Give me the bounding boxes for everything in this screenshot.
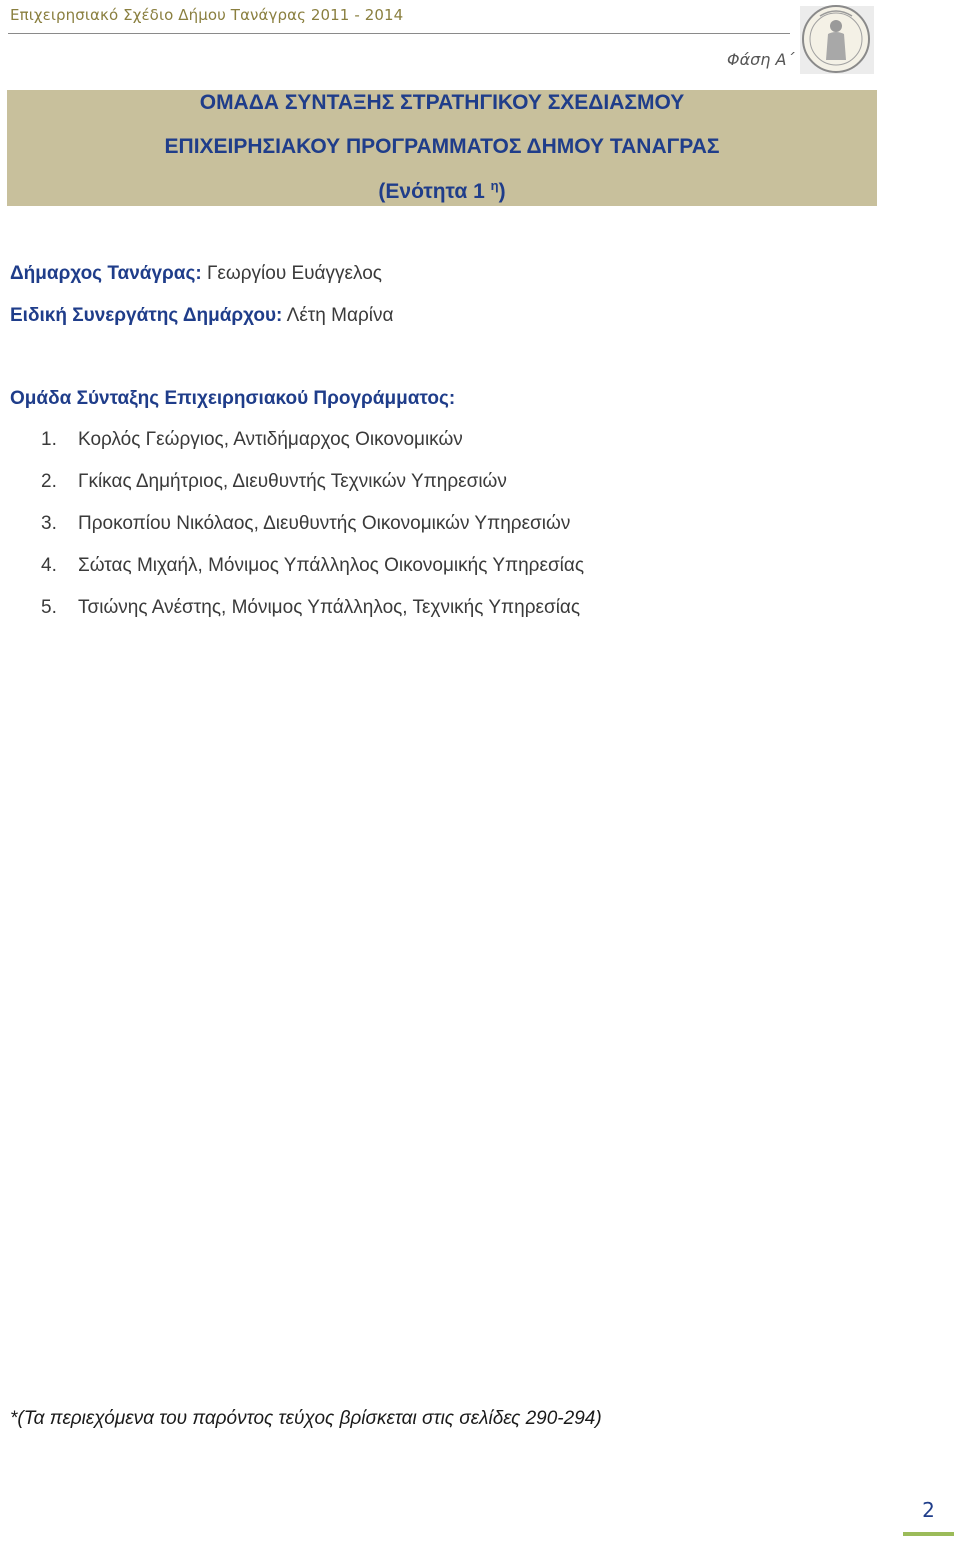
team-heading: Ομάδα Σύνταξης Επιχειρησιακού Προγράμματος:	[10, 388, 456, 409]
section-label-superscript: η	[490, 178, 499, 193]
municipal-seal-icon	[796, 2, 876, 76]
banner-section-label	[7, 178, 877, 204]
list-item-text: Προκοπίου Νικόλαος, Διευθυντής Οικονομικών Υπηρεσιών	[78, 513, 571, 534]
document-header-title: Επιχειρησιακό Σχέδιο Δήμου Τανάγρας 2011 - 2014	[10, 6, 404, 24]
mayor-line	[10, 263, 382, 285]
list-item-text: Σώτας Μιχαήλ, Μόνιμος Υπάλληλος Οικονομικής Υπηρεσίας	[78, 555, 585, 576]
list-item-number: 2.	[41, 471, 57, 492]
list-item-text: Κορλός Γεώργιος, Αντιδήμαρχος Οικονομικών	[78, 429, 463, 450]
list-item-number: 3.	[41, 513, 57, 534]
advisor-line	[10, 305, 393, 327]
phase-label: Φάση Α΄	[727, 50, 795, 69]
section-label-end: )	[498, 180, 506, 203]
advisor-label: Ειδική Συνεργάτης Δημάρχου:	[10, 305, 283, 326]
page-number: 2	[922, 1498, 935, 1522]
mayor-name: Γεωργίου Ευάγγελος	[206, 263, 382, 284]
contents-note: *(Τα περιεχόμενα του παρόντος τεύχος βρίσκεται στις σελίδες 290-294)	[10, 1408, 602, 1429]
advisor-name: Λέτη Μαρίνα	[286, 305, 394, 326]
list-item-number: 1.	[41, 429, 57, 450]
section-label-main: (Ενότητα 1	[378, 180, 485, 203]
mayor-label: Δήμαρχος Τανάγρας:	[10, 263, 202, 284]
list-item-text: Γκίκας Δημήτριος, Διευθυντής Τεχνικών Υπηρεσιών	[78, 471, 507, 492]
banner-title-line-1: ΟΜΑΔΑ ΣΥΝΤΑΞΗΣ ΣΤΡΑΤΗΓΙΚΟΥ ΣΧΕΔΙΑΣΜΟΥ	[199, 91, 685, 114]
header-divider	[8, 33, 790, 34]
banner-title-line-2: ΕΠΙΧΕΙΡΗΣΙΑΚΟΥ ΠΡΟΓΡΑΜΜΑΤΟΣ ΔΗΜΟΥ ΤΑΝΑΓΡΑΣ	[164, 135, 720, 158]
title-banner	[7, 90, 877, 206]
list-item-text: Τσιώνης Ανέστης, Μόνιμος Υπάλληλος, Τεχνικής Υπηρεσίας	[78, 597, 581, 618]
list-item-number: 4.	[41, 555, 57, 576]
list-item-number: 5.	[41, 597, 57, 618]
page-number-underline	[903, 1532, 954, 1536]
